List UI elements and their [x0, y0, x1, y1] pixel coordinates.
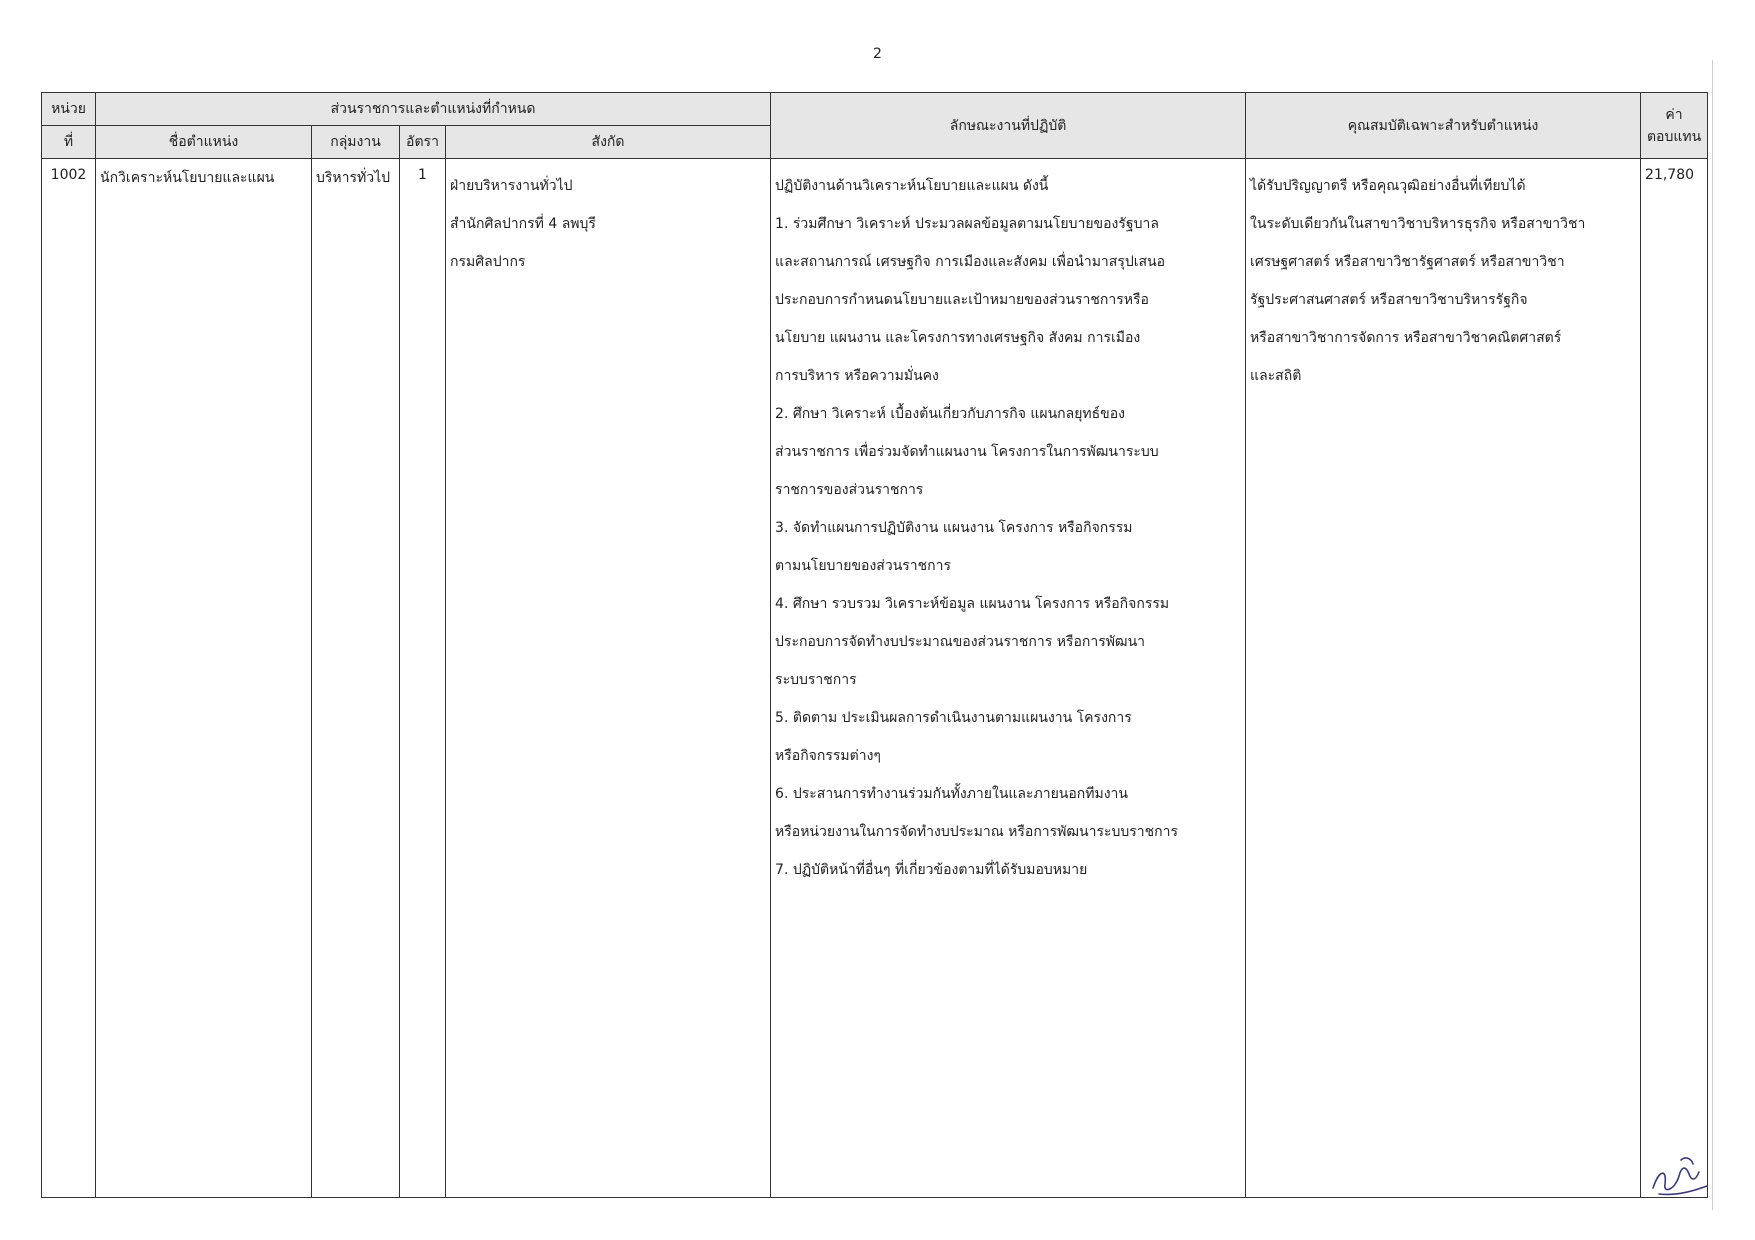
- affiliation-line: กรมศิลปากร: [450, 254, 526, 270]
- header-affiliation: สังกัด: [446, 126, 771, 159]
- header-job-group: กลุ่มงาน: [312, 126, 400, 159]
- duty-line: หรือกิจกรรมต่างๆ: [775, 748, 881, 764]
- page-edge-line: [1712, 60, 1713, 1210]
- header-unit: หน่วย: [42, 93, 96, 126]
- duty-line: 1. ร่วมศึกษา วิเคราะห์ ประมวลผลข้อมูลตามนโยบายของรัฐบาล: [775, 216, 1159, 232]
- duty-line: 7. ปฏิบัติหน้าที่อื่นๆ ที่เกี่ยวข้องตามที่ได้รับมอบหมาย: [775, 862, 1088, 878]
- header-unit-2: ที่: [42, 126, 96, 159]
- cell-position: นักวิเคราะห์นโยบายและแผน: [96, 159, 312, 1198]
- duty-line: และสถานการณ์ เศรษฐกิจ การเมืองและสังคม เพื่อนำมาสรุปเสนอ: [775, 254, 1166, 270]
- duty-line: การบริหาร หรือความมั่นคง: [775, 368, 939, 384]
- cell-qualifications: [1246, 159, 1641, 1198]
- cell-duties: [771, 159, 1246, 1198]
- position-table: [41, 92, 1708, 1198]
- header-duties: ลักษณะงานที่ปฏิบัติ: [771, 93, 1246, 159]
- qualification-line: ได้รับปริญญาตรี หรือคุณวุฒิอย่างอื่นที่เทียบได้: [1250, 178, 1526, 194]
- duty-line: ประกอบการกำหนดนโยบายและเป้าหมายของส่วนราชการหรือ: [775, 292, 1149, 308]
- qualification-line: และสถิติ: [1250, 368, 1302, 384]
- duty-line: 2. ศึกษา วิเคราะห์ เบื้องต้นเกี่ยวกับภารกิจ แผนกลยุทธ์ของ: [775, 406, 1125, 422]
- qualification-line: รัฐประศาสนศาสตร์ หรือสาขาวิชาบริหารรัฐกิจ: [1250, 292, 1528, 308]
- duty-line: ปฏิบัติงานด้านวิเคราะห์นโยบายและแผน ดังนี้: [775, 178, 1049, 194]
- qualification-line: เศรษฐศาสตร์ หรือสาขาวิชารัฐศาสตร์ หรือสาขาวิชา: [1250, 254, 1565, 270]
- cell-job-group: บริหารทั่วไป: [312, 159, 400, 1198]
- table-row: [42, 159, 1708, 1198]
- cell-unit: 1002: [42, 159, 96, 1198]
- affiliation-line: สำนักศิลปากรที่ 4 ลพบุรี: [450, 216, 596, 232]
- affiliation-line: ฝ่ายบริหารงานทั่วไป: [450, 178, 573, 194]
- duty-line: หรือหน่วยงานในการจัดทำงบประมาณ หรือการพัฒนาระบบราชการ: [775, 824, 1179, 840]
- duty-line: ระบบราชการ: [775, 672, 857, 688]
- cell-affiliation: [446, 159, 771, 1198]
- duty-line: ราชการของส่วนราชการ: [775, 482, 924, 498]
- duty-line: ส่วนราชการ เพื่อร่วมจัดทำแผนงาน โครงการในการพัฒนาระบบ: [775, 444, 1159, 460]
- signature-mark: [1645, 1150, 1715, 1200]
- duty-line: ตามนโยบายของส่วนราชการ: [775, 558, 952, 574]
- duty-line: 5. ติดตาม ประเมินผลการดำเนินงานตามแผนงาน โครงการ: [775, 710, 1132, 726]
- duty-line: 4. ศึกษา รวบรวม วิเคราะห์ข้อมูล แผนงาน โครงการ หรือกิจกรรม: [775, 596, 1170, 612]
- duty-line: ประกอบการจัดทำงบประมาณของส่วนราชการ หรือการพัฒนา: [775, 634, 1146, 650]
- qualification-line: หรือสาขาวิชาการจัดการ หรือสาขาวิชาคณิตศาสตร์: [1250, 330, 1562, 346]
- header-compensation: ค่าตอบแทน: [1641, 93, 1708, 159]
- duty-line: 6. ประสานการทำงานร่วมกันทั้งภายในและภายนอกทีมงาน: [775, 786, 1128, 802]
- duty-line: นโยบาย แผนงาน และโครงการทางเศรษฐกิจ สังคม การเมือง: [775, 330, 1141, 346]
- cell-rate: 1: [400, 159, 446, 1198]
- page-number: 2: [873, 46, 882, 62]
- duty-line: 3. จัดทำแผนการปฏิบัติงาน แผนงาน โครงการ หรือกิจกรรม: [775, 520, 1133, 536]
- header-group: ส่วนราชการและตำแหน่งที่กำหนด: [96, 93, 771, 126]
- qualification-line: ในระดับเดียวกันในสาขาวิชาบริหารธุรกิจ หรือสาขาวิชา: [1250, 216, 1586, 232]
- header-qualifications: คุณสมบัติเฉพาะสำหรับตำแหน่ง: [1246, 93, 1641, 159]
- header-position-name: ชื่อตำแหน่ง: [96, 126, 312, 159]
- header-rate: อัตรา: [400, 126, 446, 159]
- cell-compensation: 21,780: [1641, 159, 1708, 1198]
